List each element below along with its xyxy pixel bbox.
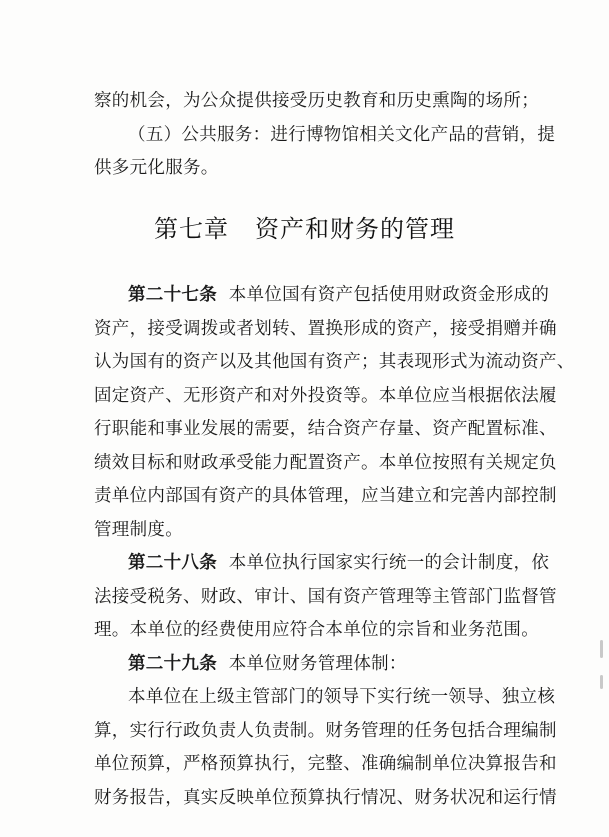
scan-mark bbox=[600, 675, 603, 689]
article-27-first-line bbox=[128, 287, 549, 305]
article-27-label: 第二十七条 bbox=[128, 285, 217, 305]
article-29-line: 单位预算，严格预算执行，完整、准确编制单位决算报告和 bbox=[94, 754, 557, 774]
chapter-number: 第七章 bbox=[154, 215, 229, 243]
chapter-title: 资产和财务的管理 bbox=[255, 215, 455, 243]
article-27-line: 固定资产、无形资产和对外投资等。本单位应当根据依法履 bbox=[94, 386, 557, 406]
chapter-heading bbox=[0, 217, 609, 241]
article-27-line: 管理制度。 bbox=[94, 520, 183, 540]
article-27-line: 认为国有的资产以及其他国有资产；其表现形式为流动资产、 bbox=[94, 352, 575, 372]
article-28-text-0: 本单位执行国家实行统一的会计制度，依 bbox=[228, 553, 550, 573]
article-29-line: 算，实行行政负责人负责制。财务管理的任务包括合理编制 bbox=[94, 721, 557, 741]
article-28-line: 法接受税务、财政、审计、国有资产管理等主管部门监督管 bbox=[94, 587, 557, 607]
article-29-label: 第二十九条 bbox=[128, 654, 217, 674]
article-28-first-line bbox=[128, 555, 549, 573]
intro-line-3: 供多元化服务。 bbox=[94, 158, 219, 178]
intro-line-1: 察的机会，为公众提供接受历史教育和历史熏陶的场所； bbox=[94, 91, 539, 111]
article-27-line: 资产，接受调拨或者划转、置换形成的资产，接受捐赠并确 bbox=[94, 319, 557, 339]
scan-mark bbox=[600, 640, 603, 658]
article-29-line: 本单位在上级主管部门的领导下实行统一领导、独立核 bbox=[128, 687, 556, 707]
article-27-text-0: 本单位国有资产包括使用财政资金形成的 bbox=[228, 285, 550, 305]
article-27-line: 行职能和事业发展的需要，结合资产存量、资产配置标准、 bbox=[94, 419, 557, 439]
article-28-label: 第二十八条 bbox=[128, 553, 217, 573]
article-29-first-line bbox=[128, 656, 407, 674]
article-28-line: 理。本单位的经费使用应符合本单位的宗旨和业务范围。 bbox=[94, 620, 539, 640]
article-27-line: 责单位内部国有资产的具体管理，应当建立和完善内部控制 bbox=[94, 486, 557, 506]
article-29-text-0: 本单位财务管理体制： bbox=[228, 654, 407, 674]
intro-line-2: （五）公共服务：进行博物馆相关文化产品的营销，提 bbox=[128, 125, 556, 145]
article-27-line: 绩效目标和财政承受能力配置资产。本单位按照有关规定负 bbox=[94, 453, 557, 473]
article-29-line: 财务报告，真实反映单位预算执行情况、财务状况和运行情 bbox=[94, 788, 557, 808]
